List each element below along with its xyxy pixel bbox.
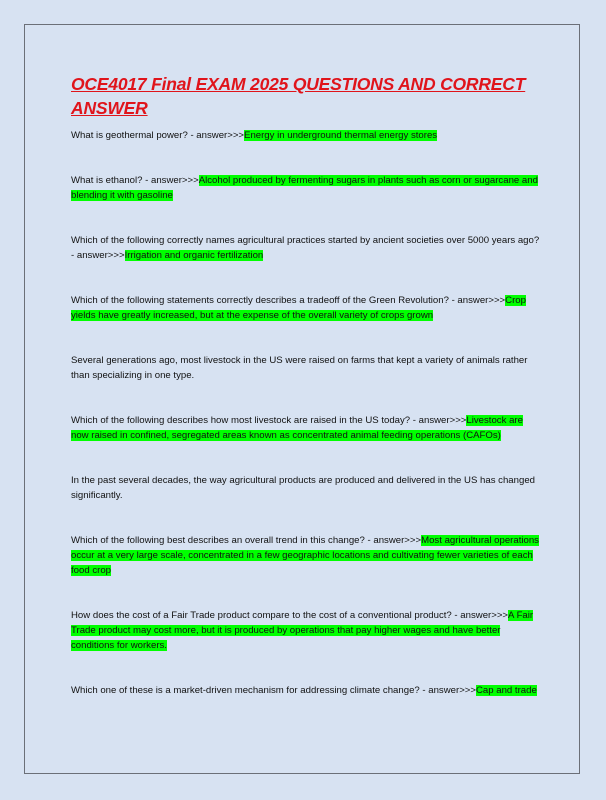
qa-item xyxy=(71,353,541,383)
question-text: Which of the following describes how most livestock are raised in the US today? - answer>>> xyxy=(71,415,467,426)
question-text: How does the cost of a Fair Trade product compare to the cost of a conventional product? - answer>>> xyxy=(71,610,509,621)
question-text: What is geothermal power? - answer>>> xyxy=(71,130,245,141)
question-text: Which of the following statements correctly describes a tradeoff of the Green Revolution? - answer>>> xyxy=(71,295,506,306)
answer-highlight: Energy in underground thermal energy stores xyxy=(244,130,438,141)
answer-highlight: Cap and trade xyxy=(476,685,537,696)
answer-highlight: A Fair Trade product may cost more, but it is produced by operations that pay higher wages and have better conditions for workers. xyxy=(71,610,534,651)
statement-text: Several generations ago, most livestock in the US were raised on farms that kept a variety of animals rather than specializing in one type. xyxy=(71,355,528,381)
qa-item xyxy=(71,683,541,698)
question-text: Which of the following best describes an overall trend in this change? - answer>>> xyxy=(71,535,422,546)
answer-highlight: Most agricultural operations occur at a very large scale, concentrated in a few geographic locations and cultivating fewer varieties of each food crop xyxy=(71,535,539,576)
document-body xyxy=(71,72,541,698)
question-text: What is ethanol? - answer>>> xyxy=(71,175,199,186)
answer-highlight: Crop yields have greatly increased, but at the expense of the overall variety of crops grown xyxy=(71,295,526,321)
qa-item xyxy=(71,128,541,143)
qa-item xyxy=(71,608,541,653)
answer-highlight: Livestock are now raised in confined, segregated areas known as concentrated animal feeding operations (CAFOs) xyxy=(71,415,523,441)
qa-item xyxy=(71,533,541,578)
qa-item xyxy=(71,413,541,443)
qa-item xyxy=(71,473,541,503)
statement-text: In the past several decades, the way agricultural products are produced and delivered in the US has changed significantly. xyxy=(71,475,535,501)
answer-highlight: Alcohol produced by fermenting sugars in plants such as corn or sugarcane and blending it with gasoline xyxy=(71,175,538,201)
qa-item xyxy=(71,233,541,263)
answer-highlight: Irrigation and organic fertilization xyxy=(124,250,264,261)
qa-item xyxy=(71,293,541,323)
qa-item xyxy=(71,173,541,203)
question-text: Which of the following correctly names agricultural practices started by ancient societies over 5000 years ago? - answer>>> xyxy=(71,235,540,261)
question-text: Which one of these is a market-driven mechanism for addressing climate change? - answer>>> xyxy=(71,685,476,696)
document-title: OCE4017 Final EXAM 2025 QUESTIONS AND CORRECT ANSWER xyxy=(71,74,526,118)
